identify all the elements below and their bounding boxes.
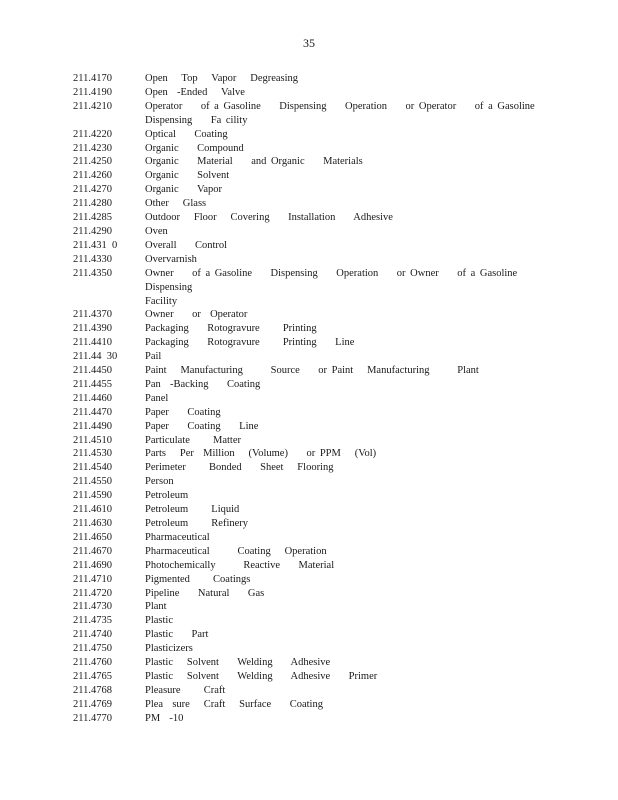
section-number: 211.4630	[73, 518, 112, 529]
list-item	[73, 503, 543, 517]
section-number: 211.4610	[73, 504, 112, 516]
defined-term: Plastic Solvent Welding Adhesive	[145, 657, 331, 669]
list-item	[73, 211, 543, 225]
page-number: 35	[303, 36, 315, 50]
list-item	[73, 322, 543, 336]
list-item	[73, 670, 543, 684]
list-item	[73, 364, 543, 378]
section-number: 211.4530	[73, 448, 112, 460]
defined-term: Organic Vapor	[145, 184, 223, 196]
section-number: 211.4260	[73, 170, 112, 182]
defined-term: Owner of a Gasoline Dispensing Operation or Owner of a Gasoline Dispensing Facility	[145, 267, 518, 307]
list-item	[73, 545, 543, 559]
defined-term: Organic Compound	[145, 142, 244, 154]
defined-term: Pharmaceutical	[145, 531, 210, 543]
defined-term: Paper Coating Line	[145, 420, 259, 432]
list-item	[73, 587, 543, 601]
section-number: 211.4470	[73, 406, 112, 418]
section-number: 211.4350	[73, 267, 112, 279]
list-item	[73, 378, 543, 392]
section-number: 211.4370	[73, 309, 112, 321]
defined-term: Overall Control	[145, 239, 228, 251]
list-item	[73, 475, 543, 489]
section-number: 211.4760	[73, 657, 112, 669]
section-number: 211.4210	[73, 100, 112, 112]
list-item	[73, 72, 543, 86]
list-item	[73, 169, 543, 183]
defined-term: Plastic Part	[145, 629, 209, 641]
list-item	[73, 517, 543, 531]
list-item	[73, 434, 543, 448]
section-number: 211.4250	[73, 156, 112, 168]
defined-term: Packaging Rotogravure Printing Line	[145, 337, 355, 349]
list-item	[73, 225, 543, 239]
list-item	[73, 600, 543, 614]
section-number: 211.4220	[73, 128, 112, 140]
list-item	[73, 614, 543, 628]
list-item	[73, 406, 543, 420]
defined-term: Particulate Matter	[145, 434, 242, 446]
list-item	[73, 573, 543, 587]
list-item	[73, 392, 543, 406]
section-number: 211.4455	[73, 378, 112, 390]
list-item	[73, 461, 543, 475]
section-number: 211.4190	[73, 86, 112, 98]
section-number: 211.4285	[73, 212, 112, 224]
definition-index-list	[73, 72, 543, 726]
section-number: 211.4540	[73, 462, 112, 474]
list-item	[73, 531, 543, 545]
list-item	[73, 684, 543, 698]
section-number: 211.4230	[73, 142, 112, 154]
section-number: 211.4770	[73, 712, 112, 724]
defined-term: Petroleum Liquid	[145, 504, 240, 516]
list-item	[73, 86, 543, 100]
defined-term: Plastic	[145, 615, 173, 627]
defined-term: Petroleum	[145, 490, 189, 502]
list-item	[73, 350, 543, 364]
section-number: 211.4510	[73, 434, 112, 446]
section-number: 211.4690	[73, 559, 112, 571]
defined-term: Photochemically Reactive Material	[145, 559, 335, 571]
list-item	[73, 712, 543, 726]
defined-term: Operator of a Gasoline Dispensing Operation or Operator of a Gasoline Dispensing Fa cility	[145, 100, 535, 126]
list-item	[73, 253, 543, 267]
defined-term: Plasticizers	[145, 643, 193, 655]
defined-term: Pleasure Craft	[145, 684, 226, 696]
section-number: 211.4330	[73, 253, 112, 265]
defined-term: Petroleum Refinery	[145, 518, 249, 529]
defined-term: Owner or Operator	[145, 309, 248, 321]
section-number: 211.44 30	[73, 351, 118, 363]
defined-term: Oven	[145, 225, 168, 237]
section-number: 211.4450	[73, 365, 112, 377]
list-item	[73, 336, 543, 350]
section-number: 211.4490	[73, 420, 112, 432]
defined-term: Plastic Solvent Welding Adhesive Primer	[145, 670, 378, 682]
list-item	[73, 642, 543, 656]
list-item	[73, 239, 543, 253]
defined-term: Pigmented Coatings	[145, 573, 251, 585]
list-item	[73, 142, 543, 156]
section-number: 211.4650	[73, 531, 112, 543]
defined-term: Organic Solvent	[145, 170, 230, 182]
defined-term: Other Glass	[145, 198, 207, 210]
section-number: 211.4670	[73, 545, 112, 557]
section-number: 211.4710	[73, 573, 112, 585]
section-number: 211.4730	[73, 601, 112, 613]
section-number: 211.4390	[73, 323, 112, 335]
defined-term: Pan -Backing Coating	[145, 378, 261, 390]
section-number: 211.4270	[73, 184, 112, 196]
section-number: 211.4460	[73, 392, 112, 404]
list-item	[73, 197, 543, 211]
defined-term: Optical Coating	[145, 128, 228, 140]
section-number: 211.4735	[73, 615, 112, 627]
list-item	[73, 267, 543, 309]
defined-term: Plea sure Craft Surface Coating	[145, 698, 323, 710]
list-item	[73, 489, 543, 503]
defined-term: Overvarnish	[145, 253, 197, 265]
defined-term: Organic Material and Organic Materials	[145, 156, 363, 168]
defined-term: Paper Coating	[145, 406, 221, 418]
list-item	[73, 628, 543, 642]
defined-term: PM -10	[145, 712, 184, 724]
section-number: 211.4720	[73, 587, 112, 599]
list-item	[73, 447, 543, 461]
section-number: 211.4740	[73, 629, 112, 641]
defined-term: Pipeline Natural Gas	[145, 587, 265, 599]
list-item	[73, 155, 543, 169]
defined-term: Parts Per Million (Volume) or PPM (Vol)	[145, 448, 377, 460]
defined-term: Open Top Vapor Degreasing	[145, 73, 299, 84]
list-item	[73, 698, 543, 712]
section-number: 211.4768	[73, 684, 112, 696]
list-item	[73, 100, 543, 128]
list-item	[73, 420, 543, 434]
section-number: 211.4280	[73, 198, 112, 210]
section-number: 211.4410	[73, 337, 112, 349]
section-number: 211.4590	[73, 490, 112, 502]
defined-term: Outdoor Floor Covering Installation Adhesive	[145, 212, 393, 224]
section-number: 211.4765	[73, 670, 112, 682]
defined-term: Paint Manufacturing Source or Paint Manufacturing Plant	[145, 365, 479, 377]
defined-term: Pail	[145, 351, 162, 363]
defined-term: Panel	[145, 392, 169, 404]
section-number: 211.4769	[73, 698, 112, 710]
defined-term: Plant	[145, 601, 167, 613]
defined-term: Packaging Rotogravure Printing	[145, 323, 317, 335]
list-item	[73, 308, 543, 322]
section-number: 211.431 0	[73, 239, 118, 251]
list-item	[73, 559, 543, 573]
defined-term: Open -Ended Valve	[145, 86, 245, 98]
section-number: 211.4550	[73, 476, 112, 488]
defined-term: Person	[145, 476, 174, 488]
defined-term: Perimeter Bonded Sheet Flooring	[145, 462, 334, 474]
section-number: 211.4170	[73, 73, 112, 84]
defined-term: Pharmaceutical Coating Operation	[145, 545, 327, 557]
list-item	[73, 183, 543, 197]
list-item	[73, 128, 543, 142]
list-item	[73, 656, 543, 670]
section-number: 211.4290	[73, 225, 112, 237]
section-number: 211.4750	[73, 643, 112, 655]
